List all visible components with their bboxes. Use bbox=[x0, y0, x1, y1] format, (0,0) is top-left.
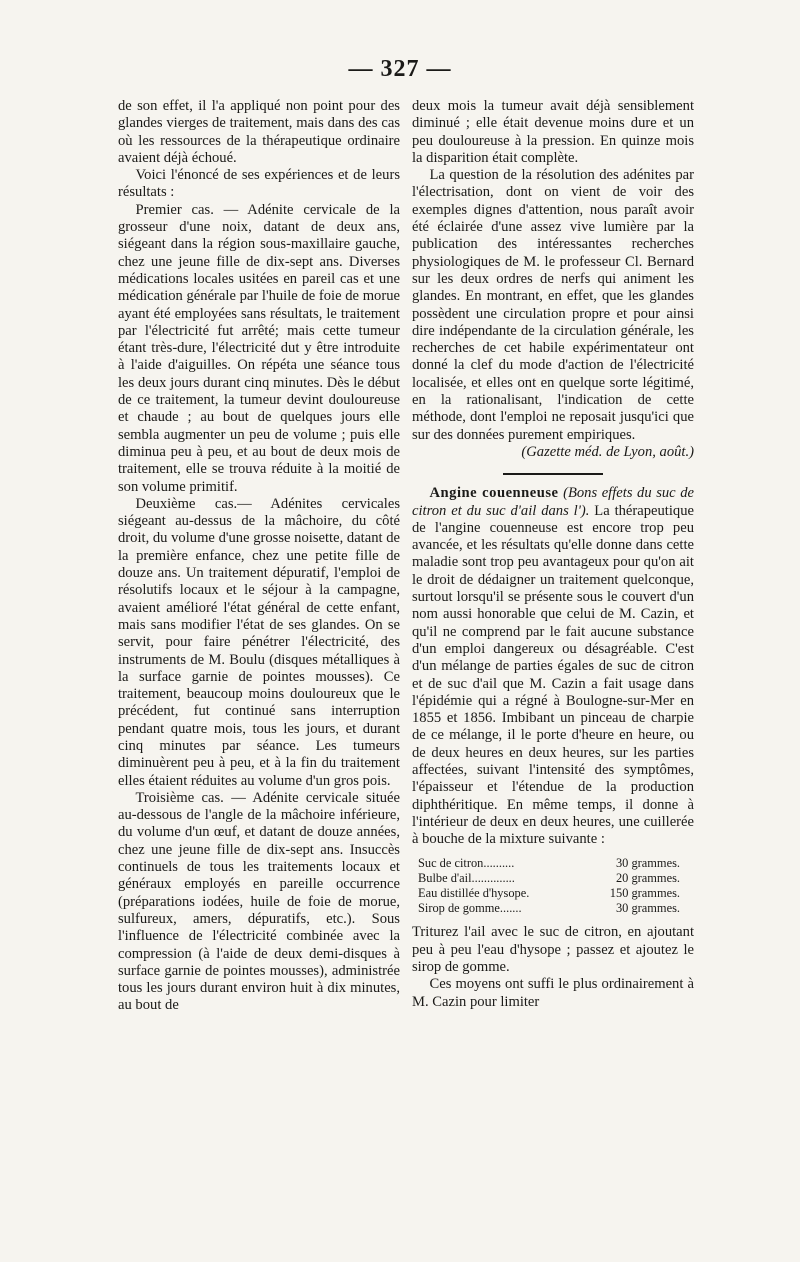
paragraph: deux mois la tumeur avait déjà sensiblement diminué ; elle était devenue moins dure et un peu douloureuse à la pression. En quinze mois la disparition était complète. bbox=[412, 98, 694, 166]
formula-quantity: 20 grammes. bbox=[615, 871, 680, 886]
section-title: Angine couenneuse bbox=[429, 485, 559, 502]
paragraph: Ces moyens ont suffi le plus ordinairement à M. Cazin pour limiter bbox=[412, 976, 694, 1010]
formula-row bbox=[418, 856, 694, 871]
citation-text: (Gazette méd. de Lyon, août.) bbox=[521, 443, 694, 460]
formula-ingredient: Bulbe d'ail.............. bbox=[418, 871, 515, 886]
formula-row bbox=[418, 901, 694, 916]
right-column bbox=[412, 98, 694, 1011]
paragraph: La question de la résolution des adénites par l'électrisation, dont on vient de voir des exemples dignes d'attention, nous paraît avoir été éclairée d'une assez vive lumière par la publication des intéressantes recherches physiologiques de M. le professeur Cl. Bernard sur les deux ordres de nerfs qui animent les glandes. En montrant, en effet, que les glandes possèdent une circulation propre et pour ainsi dire indépendante de la circulation générale, les recherches de cet habile expérimentateur ont donné la clef du mode d'action de l'électricité localisée, et elles ont en quelque sorte légitimé, en la rationalisant, l'indication de cette méthode, dont l'emploi ne reposait jusqu'ici que sur des données purement empiriques. bbox=[412, 167, 694, 443]
paragraph: Deuxième cas.— Adénites cervicales siégeant au-dessus de la mâchoire, du côté droit, du volume d'une grosse noisette, datant de la première enfance, chez une petite fille de douze ans. Un traitement dépuratif, l'emploi de résolutifs locaux et le séjour à la campagne, avaient amélioré l'état général de cette enfant, mais sans modifier l'état de ses glandes. On se servit, pour faire pénétrer l'électricité, des instruments de M. Boulu (disques métalliques à la surface garnie de pointes mousses). Ce traitement, beaucoup moins douloureux que le précédent, fut continué sans interruption pendant quatre mois, tous les jours, et durant cinq minutes par séance. Les tumeurs diminuèrent peu à peu, et à la fin du traitement elles étaient réduites au volume d'un gros pois. bbox=[118, 495, 400, 789]
formula-quantity: 150 grammes. bbox=[609, 886, 680, 901]
page-number: — 327 — bbox=[348, 56, 452, 82]
formula-row bbox=[418, 886, 694, 901]
formula-table bbox=[418, 856, 694, 916]
paragraph: Troisième cas. — Adénite cervicale située au-dessous de l'angle de la mâchoire inférieure, du volume d'un œuf, et datant de douze années, chez une jeune fille de dix-sept ans. Insuccès continuels de tous les traitements locaux et généraux employés en pareille occurrence (préparations iodées, huile de foie de morue, sulfureux, amers, dépuratifs, etc.). Sous l'influence de l'électricité combinée avec la compression (à l'aide de deux demi-disques à surface garnie de pointes mousses), administrée tous les jours durant environ huit à dix minutes, au bout de bbox=[118, 789, 400, 1014]
formula-row bbox=[418, 871, 694, 886]
source-citation bbox=[412, 444, 694, 461]
paragraph: Voici l'énoncé de ses expériences et de leurs résultats : bbox=[118, 167, 400, 201]
paragraph: Triturez l'ail avec le suc de citron, en ajoutant peu à peu l'eau d'hysope ; passez et ajoutez le sirop de gomme. bbox=[412, 924, 694, 976]
left-column bbox=[118, 98, 400, 1015]
section-divider bbox=[503, 473, 603, 475]
formula-ingredient: Eau distillée d'hysope. bbox=[418, 886, 530, 901]
section-subtitle: (Bons effets du suc de citron et du suc d'ail dans l'). bbox=[412, 485, 694, 519]
formula-ingredient: Suc de citron.......... bbox=[418, 856, 515, 871]
paragraph: Premier cas. — Adénite cervicale de la grosseur d'une noix, datant de deux ans, siégeant dans la région sous-maxillaire gauche, chez une jeune fille de dix-sept ans. Diverses médications locales usitées en pareil cas et une médication générale par l'huile de foie de morue ayant été employées sans résultats, le traitement par l'électricité fut arrêté; mais cette tumeur étant très-dure, l'électricité dut y être introduite à l'aide d'aiguilles. On répéta une séance tous les deux jours durant cinq minutes. Dès le début de ce traitement, la tumeur devint douloureuse et chaude ; au bout de quelques jours elle sembla augmenter un peu de volume ; puis elle diminua peu à peu, et au bout de deux mois de traitement, elle se trouva réduite à la moitié de son volume primitif. bbox=[118, 201, 400, 495]
formula-quantity: 30 grammes. bbox=[615, 856, 680, 871]
formula-quantity: 30 grammes. bbox=[615, 901, 680, 916]
paragraph: de son effet, il l'a appliqué non point pour des glandes vierges de traitement, mais dans des cas où les ressources de la thérapeutique ordinaire avaient déjà échoué. bbox=[118, 98, 400, 166]
formula-ingredient: Sirop de gomme....... bbox=[418, 901, 522, 916]
paragraph-text: La thérapeutique de l'angine couenneuse est encore trop peu avancée, et les résultats qu'elle donne dans cette maladie sont trop peu avantageux pour qu'on ait le droit de dédaigner un traitement quelconque, surtout lorsqu'il se présente sous le couvert d'un nom aussi honorable que celui de M. Cazin, et qu'il ne comprend par le fait aucune substance d'un emploi dangereux ou désagréable. C'est d'un mélange de parties égales de suc de citron et de suc d'ail que M. Cazin a fait usage dans l'épidémie qui a régné à Boulogne-sur-Mer en 1855 et 1856. Imbibant un pinceau de charpie de ce mélange, il le porte d'heure en heure, ou de deux heures en deux heures, sur les parties affectées, suivant l'intensité des symptômes, l'épaisseur et l'étendue de la production diphthéritique. En même temps, il donne à l'intérieur de deux en deux heures, une cuillerée à bouche de la mixture suivante : bbox=[412, 502, 694, 848]
section-paragraph bbox=[412, 485, 694, 848]
